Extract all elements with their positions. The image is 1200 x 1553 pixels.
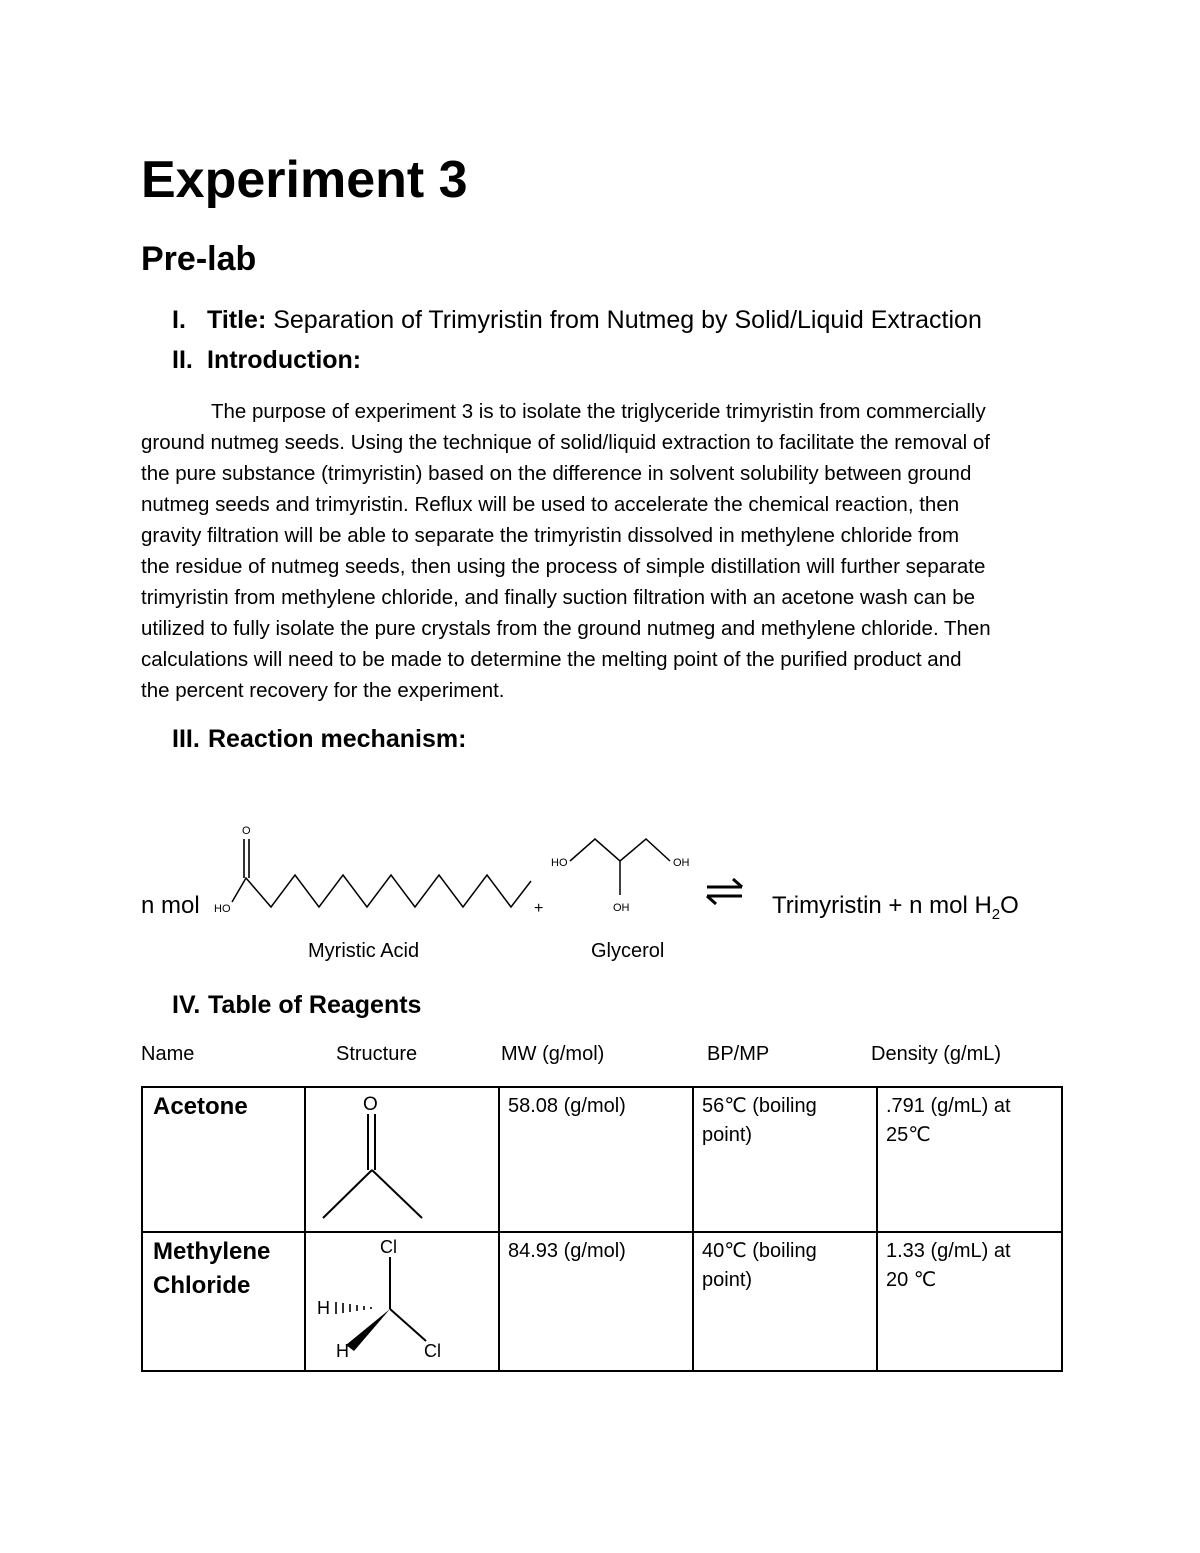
acetone-o-label: O bbox=[363, 1094, 378, 1115]
title-value: Separation of Trimyristin from Nutmeg by Solid/Liquid Extraction bbox=[273, 306, 982, 334]
product-subscript: 2 bbox=[991, 905, 1001, 923]
mechanism-label: Reaction mechanism: bbox=[208, 725, 467, 753]
reagent-bp bbox=[693, 1087, 877, 1232]
name-line: Chloride bbox=[153, 1272, 251, 1299]
methylene-chloride-structure bbox=[306, 1233, 496, 1361]
intro-line: calculations will need to be made to determine the melting point of the purified product and bbox=[141, 648, 962, 671]
table-label: Table of Reagents bbox=[208, 991, 422, 1019]
reaction-product bbox=[772, 892, 1019, 923]
product-text: Trimyristin + n mol H bbox=[772, 892, 992, 919]
density-line: 20 ℃ bbox=[886, 1269, 937, 1291]
reagent-mw: 84.93 (g/mol) bbox=[499, 1232, 693, 1371]
column-header-mw: MW (g/mol) bbox=[501, 1043, 605, 1065]
intro-line: The purpose of experiment 3 is to isolate the triglyceride trimyristin from commercially bbox=[211, 400, 986, 423]
h-left-label: H bbox=[317, 1298, 330, 1318]
cl-right-label: Cl bbox=[424, 1341, 441, 1361]
mechanism-number: III. bbox=[172, 725, 200, 753]
equilibrium-arrow-icon bbox=[700, 876, 748, 906]
reagent-density bbox=[877, 1087, 1062, 1232]
product-end: O bbox=[1000, 892, 1019, 919]
reagent-bp bbox=[693, 1232, 877, 1371]
reaction-prefix: n mol bbox=[141, 892, 200, 919]
carbonyl-o-label: O bbox=[242, 825, 251, 837]
page-title: Experiment 3 bbox=[141, 151, 468, 209]
glycerol-oh-bottom-label: OH bbox=[613, 902, 630, 914]
intro-line: the pure substance (trimyristin) based on the difference in solvent solubility between ground bbox=[141, 462, 972, 485]
reagent-structure bbox=[305, 1232, 499, 1371]
intro-number: II. bbox=[172, 346, 193, 374]
bp-line: point) bbox=[702, 1269, 753, 1291]
reagents-table bbox=[141, 1086, 1063, 1372]
table-row bbox=[142, 1232, 1062, 1371]
title-section bbox=[172, 304, 982, 336]
column-header-density: Density (g/mL) bbox=[871, 1043, 1002, 1065]
intro-line: nutmeg seeds and trimyristin. Reflux will be used to accelerate the chemical reaction, then bbox=[141, 493, 960, 516]
title-number: I. bbox=[172, 306, 186, 334]
table-heading bbox=[172, 989, 421, 1021]
intro-paragraph bbox=[141, 396, 1071, 706]
bp-line: point) bbox=[702, 1124, 753, 1146]
intro-line: the residue of nutmeg seeds, then using the process of simple distillation will further separate bbox=[141, 555, 986, 578]
reagent-mw: 58.08 (g/mol) bbox=[499, 1087, 693, 1232]
reagent-structure bbox=[305, 1087, 499, 1232]
intro-line: ground nutmeg seeds. Using the technique of solid/liquid extraction to facilitate the removal of bbox=[141, 431, 990, 454]
intro-line: utilized to fully isolate the pure crystals from the ground nutmeg and methylene chloride. Then bbox=[141, 617, 991, 640]
intro-label: Introduction: bbox=[207, 346, 362, 374]
acid-carbon-chain bbox=[232, 875, 531, 907]
reagent-name: Acetone bbox=[142, 1087, 305, 1232]
column-header-bp: BP/MP bbox=[707, 1043, 770, 1065]
plus-sign: + bbox=[534, 900, 544, 917]
cl-top-label: Cl bbox=[380, 1237, 397, 1257]
bp-line: 40℃ (boiling bbox=[702, 1240, 817, 1262]
name-line: Methylene bbox=[153, 1238, 271, 1265]
column-header-name: Name bbox=[141, 1043, 195, 1065]
density-line: .791 (g/mL) at bbox=[886, 1095, 1011, 1117]
density-line: 25℃ bbox=[886, 1124, 931, 1146]
table-row bbox=[142, 1087, 1062, 1232]
intro-line: trimyristin from methylene chloride, and finally suction filtration with an acetone wash can be bbox=[141, 586, 976, 609]
page-subtitle: Pre-lab bbox=[141, 240, 257, 278]
intro-line: the percent recovery for the experiment. bbox=[141, 679, 505, 702]
label-glycerol: Glycerol bbox=[591, 940, 665, 962]
table-number: IV. bbox=[172, 991, 201, 1019]
title-label: Title: bbox=[207, 306, 267, 334]
column-header-structure: Structure bbox=[336, 1043, 418, 1065]
reagent-name bbox=[142, 1232, 305, 1371]
reagent-density bbox=[877, 1232, 1062, 1371]
glycerol-ho-label: HO bbox=[551, 857, 568, 869]
mechanism-heading bbox=[172, 723, 466, 755]
density-line: 1.33 (g/mL) at bbox=[886, 1240, 1011, 1262]
acetone-structure bbox=[306, 1088, 496, 1222]
label-myristic-acid: Myristic Acid bbox=[308, 940, 420, 962]
glycerol-backbone bbox=[570, 839, 670, 861]
h-bottom-label: H bbox=[336, 1341, 349, 1361]
bp-line: 56℃ (boiling bbox=[702, 1095, 817, 1117]
glycerol-oh-right-label: OH bbox=[673, 857, 690, 869]
intro-line: gravity filtration will be able to separate the trimyristin dissolved in methylene chloride from bbox=[141, 524, 960, 547]
intro-heading bbox=[172, 344, 361, 376]
reaction-structures bbox=[200, 815, 720, 925]
acid-ho-label: HO bbox=[214, 903, 231, 915]
